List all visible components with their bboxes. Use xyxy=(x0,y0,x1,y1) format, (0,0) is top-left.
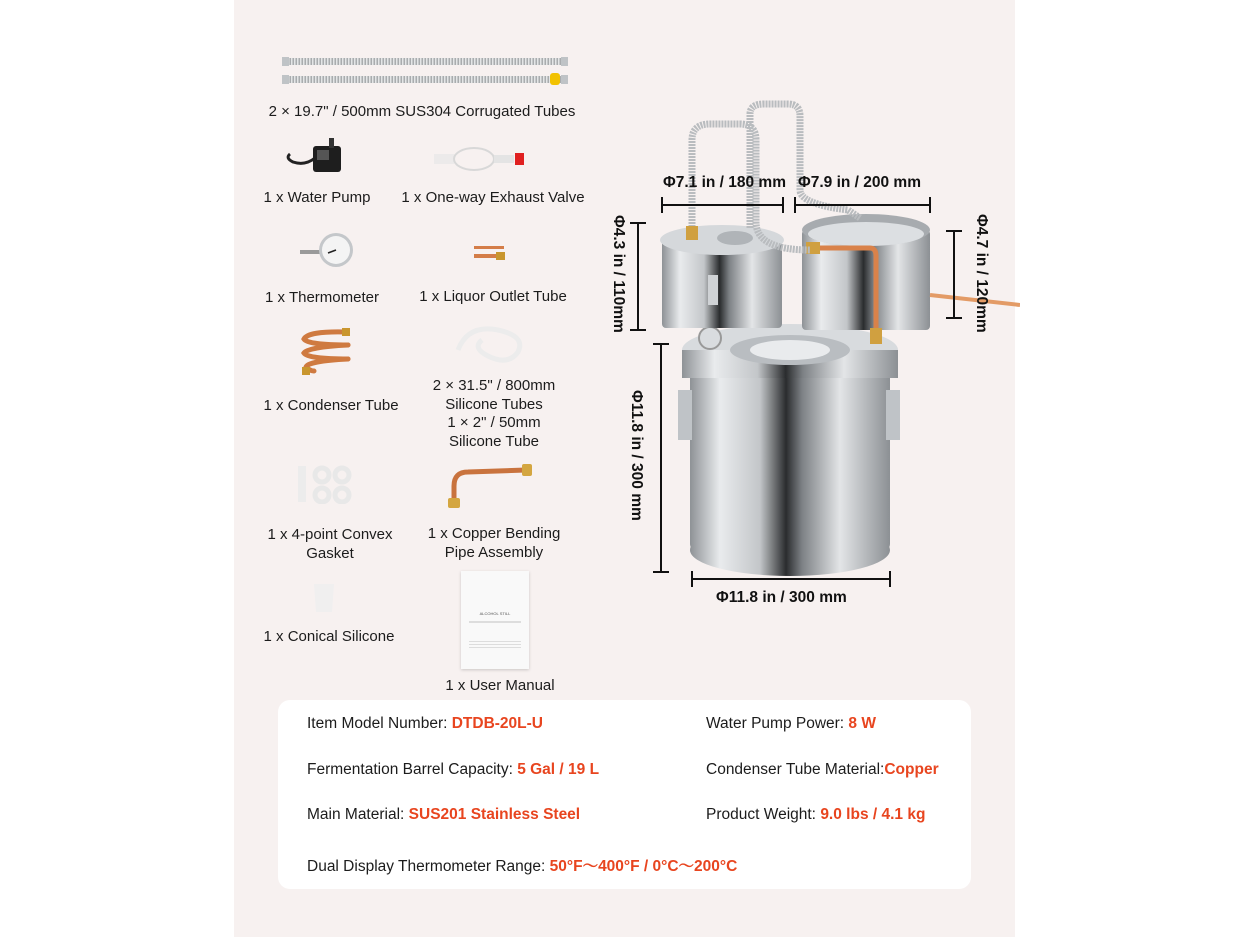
conical-silicone-label: 1 x Conical Silicone xyxy=(263,628,395,645)
barrel-width-line xyxy=(691,578,891,580)
barrel-height-line xyxy=(660,343,662,572)
user-manual-label: 1 x User Manual xyxy=(445,677,555,694)
liquor-outlet-tube-icon xyxy=(470,244,510,264)
spec-material: Main Material: SUS201 Stainless Steel xyxy=(307,806,581,823)
spec-capacity: Fermentation Barrel Capacity: 5 Gal / 19 L xyxy=(307,761,600,778)
pot-width-line xyxy=(661,204,784,206)
pot-width-dimension: Φ7.1 in / 180 mm xyxy=(663,174,787,191)
corrugated-tubes-image xyxy=(282,55,572,85)
condenser-width-dimension: Φ7.9 in / 200 mm xyxy=(798,174,922,191)
spec-model: Item Model Number: DTDB-20L-U xyxy=(307,715,543,732)
convex-gasket-icon xyxy=(296,464,358,504)
user-manual-image: ALCOHOL STILL xyxy=(461,571,529,669)
water-pump-label: 1 x Water Pump xyxy=(263,189,371,206)
silicone-tubes-icon xyxy=(448,320,538,370)
spec-condenser-material: Condenser Tube Material:Copper xyxy=(706,761,939,778)
liquor-outlet-tube-label: 1 x Liquor Outlet Tube xyxy=(419,288,567,305)
condenser-height-dimension: Φ4.7 in / 120mm xyxy=(973,214,990,333)
pot-height-line xyxy=(637,222,639,330)
condenser-tube-label: 1 x Condenser Tube xyxy=(263,397,399,414)
corrugated-tubes-label: 2 × 19.7" / 500mm SUS304 Corrugated Tubes xyxy=(268,103,576,120)
condenser-width-line xyxy=(794,204,931,206)
exhaust-valve-label: 1 x One-way Exhaust Valve xyxy=(401,189,585,206)
conical-silicone-icon xyxy=(312,580,336,616)
copper-pipe-label: 1 x Copper Bending Pipe Assembly xyxy=(427,525,561,561)
condenser-tube-icon xyxy=(298,325,358,380)
spec-pump-power: Water Pump Power: 8 W xyxy=(706,715,876,732)
copper-pipe-icon xyxy=(444,464,536,510)
thermometer-label: 1 x Thermometer xyxy=(265,289,379,306)
water-pump-icon xyxy=(285,136,355,178)
condenser-height-line xyxy=(953,230,955,318)
convex-gasket-label: 1 x 4-point Convex Gasket xyxy=(267,526,393,562)
barrel-width-dimension: Φ11.8 in / 300 mm xyxy=(716,589,847,606)
spec-thermometer-range: Dual Display Thermometer Range: 50°F～400°F / 0°C～200°C xyxy=(307,858,738,875)
exhaust-valve-icon xyxy=(432,144,532,174)
spec-weight: Product Weight: 9.0 lbs / 4.1 kg xyxy=(706,806,926,823)
silicone-tubes-label: 2 × 31.5" / 800mm Silicone Tubes 1 × 2" / 50mm Silicone Tube xyxy=(432,377,556,450)
pot-height-dimension: Φ4.3 in / 110mm xyxy=(610,215,627,333)
barrel-height-dimension: Φ11.8 in / 300 mm xyxy=(628,390,645,521)
thermometer-icon xyxy=(298,229,358,273)
